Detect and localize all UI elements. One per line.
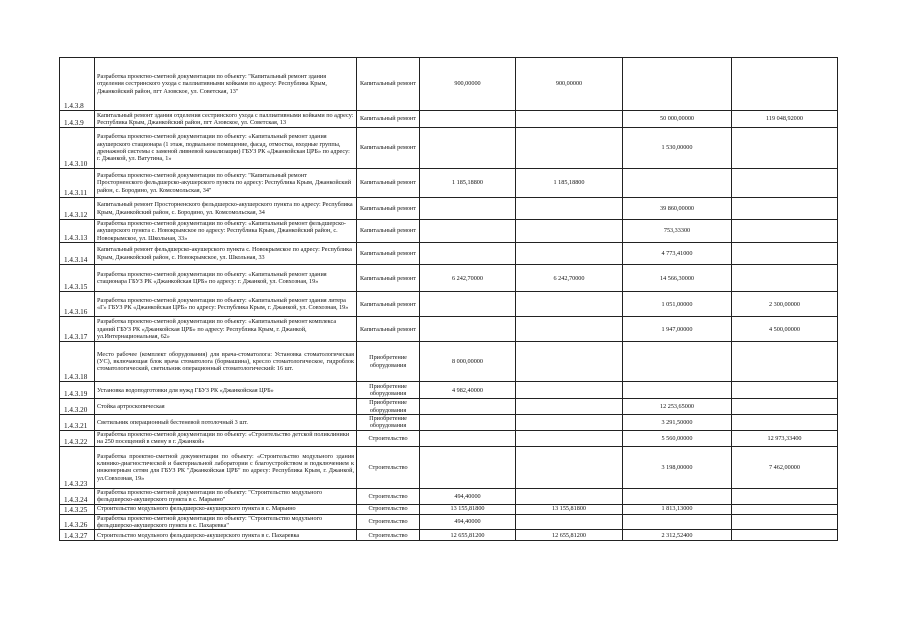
row-value-3: 3 291,50000	[623, 415, 732, 431]
row-value-4: 4 500,00000	[732, 317, 838, 342]
table-row	[60, 243, 838, 265]
row-value-4	[732, 198, 838, 220]
row-description: Разработка проектно-сметной документации по объекту: «Капитальный ремонт комплекса зданий ГБУЗ РК «Джанкойская ЦРБ» по адресу: Республика Крым, г. Джанкой, ул.Интернациональная, 62»	[95, 317, 357, 342]
row-value-4	[732, 128, 838, 169]
row-value-1: 8 000,00000	[420, 342, 516, 382]
row-description: Установка водоподготовки для нужд ГБУЗ РК «Джанкойская ЦРБ»	[95, 382, 357, 399]
row-value-2: 1 185,18800	[516, 169, 623, 198]
row-value-2	[516, 292, 623, 317]
row-number: 1.4.3.21	[60, 415, 95, 431]
row-number: 1.4.3.18	[60, 342, 95, 382]
row-value-1	[420, 128, 516, 169]
row-value-1	[420, 292, 516, 317]
row-value-1	[420, 446, 516, 488]
row-work-type: Приобретение оборудования	[357, 342, 420, 382]
row-number: 1.4.3.9	[60, 111, 95, 128]
row-value-4	[732, 399, 838, 415]
row-value-1: 1 185,18800	[420, 169, 516, 198]
row-value-4	[732, 342, 838, 382]
row-description: Разработка проектно-сметной документации по объекту: «Строительство детской поликлиники на 250 посещений в смену в г. Джанкой»	[95, 430, 357, 446]
table-row	[60, 58, 838, 111]
row-work-type: Капитальный ремонт	[357, 198, 420, 220]
row-value-4	[732, 514, 838, 530]
row-number: 1.4.3.11	[60, 169, 95, 198]
table-row	[60, 504, 838, 514]
row-work-type: Капитальный ремонт	[357, 243, 420, 265]
table-row	[60, 317, 838, 342]
row-description: Разработка проектно-сметной документации по объекту: "Строительство модульного фельдшерско-акушерского пункта в с. Марьино"	[95, 488, 357, 504]
row-value-2	[516, 514, 623, 530]
row-description: Светильник операционный бестеневой потолочный 3 шт.	[95, 415, 357, 431]
row-value-4	[732, 220, 838, 243]
row-value-3	[623, 514, 732, 530]
row-value-1: 494,40000	[420, 488, 516, 504]
table-row	[60, 111, 838, 128]
row-value-4: 119 048,92000	[732, 111, 838, 128]
row-number: 1.4.3.16	[60, 292, 95, 317]
row-number: 1.4.3.12	[60, 198, 95, 220]
row-work-type: Строительство	[357, 530, 420, 541]
row-work-type: Строительство	[357, 514, 420, 530]
row-number: 1.4.3.24	[60, 488, 95, 504]
row-value-3: 4 773,41000	[623, 243, 732, 265]
row-value-2	[516, 198, 623, 220]
row-value-4	[732, 265, 838, 292]
row-value-3	[623, 382, 732, 399]
row-value-3	[623, 488, 732, 504]
row-value-3: 14 566,30000	[623, 265, 732, 292]
table-row	[60, 198, 838, 220]
row-number: 1.4.3.22	[60, 430, 95, 446]
row-value-1	[420, 399, 516, 415]
row-value-1	[420, 430, 516, 446]
row-description: Разработка проектно-сметной документации по объекту: «Капитальный ремонт здания акушерского стационара (1 этаж, подвальное помещение, фасад, отмостка, входные группы, дренажной системы с заменой ливневой канализации) ГБУЗ РК «Джанкойская ЦРБ» по адресу: г. Джанкой, ул. Ватутина, 1»	[95, 128, 357, 169]
row-number: 1.4.3.27	[60, 530, 95, 541]
row-value-4: 2 300,00000	[732, 292, 838, 317]
row-number: 1.4.3.17	[60, 317, 95, 342]
row-value-4	[732, 488, 838, 504]
row-value-2	[516, 243, 623, 265]
row-value-3: 3 198,00000	[623, 446, 732, 488]
row-description: Разработка проектно-сметной документации по объекту: "Капитальный ремонт Просторненского фельдшерско-акушерского пункта по адресу: Республика Крым, Джанкойский район, с. Бородино, ул. Комсомольская, 34"	[95, 169, 357, 198]
row-value-3: 1 051,00000	[623, 292, 732, 317]
row-description: Стойка артроскопическая	[95, 399, 357, 415]
row-value-3: 39 860,00000	[623, 198, 732, 220]
row-value-4: 12 973,33400	[732, 430, 838, 446]
row-description: Разработка проектно-сметной документации по объекту: "Капитальный ремонт здания отделения сестринского ухода с паллиативными койками по адресу: Республика Крым, Джанкойский район, пгт Азовское, ул. Советская, 13"	[95, 58, 357, 111]
table-row	[60, 169, 838, 198]
row-value-1: 4 982,40000	[420, 382, 516, 399]
row-description: Разработка проектно-сметной документации по объекту: «Строительство модульного здания клинико-диагностической и бактериальной лаборатории с благоустройством и подключением к инженерным сетям для ГБУЗ РК "Джанкойская ЦРБ" по адресу: Республика Крым, г. Джанкой, ул.Совхозная, 19»	[95, 446, 357, 488]
row-value-2	[516, 446, 623, 488]
row-value-1: 12 655,81200	[420, 530, 516, 541]
row-value-3: 753,33300	[623, 220, 732, 243]
row-value-1	[420, 111, 516, 128]
row-work-type: Приобретение оборудования	[357, 415, 420, 431]
row-value-3: 50 000,00000	[623, 111, 732, 128]
row-value-2: 12 655,81200	[516, 530, 623, 541]
table-row	[60, 292, 838, 317]
row-value-2: 6 242,70000	[516, 265, 623, 292]
row-number: 1.4.3.23	[60, 446, 95, 488]
row-description: Разработка проектно-сметной документации по объекту: «Капитальный ремонт здания литера «Г» ГБУЗ РК «Джанкойская ЦРБ» по адресу: Республика Крым, г. Джанкой, ул. Совхозная, 19»	[95, 292, 357, 317]
row-value-1	[420, 415, 516, 431]
row-work-type: Строительство	[357, 430, 420, 446]
row-value-3	[623, 169, 732, 198]
row-value-1	[420, 198, 516, 220]
row-work-type: Строительство	[357, 504, 420, 514]
row-value-2	[516, 111, 623, 128]
row-description: Разработка проектно-сметной документации по объекту: «Капитальный ремонт здания стационара ГБУЗ РК «Джанкойская ЦРБ» по адресу: г. Джанкой, ул. Совхозная, 19»	[95, 265, 357, 292]
budget-table	[59, 57, 838, 541]
row-value-2	[516, 488, 623, 504]
row-work-type: Капитальный ремонт	[357, 111, 420, 128]
row-number: 1.4.3.13	[60, 220, 95, 243]
row-value-4	[732, 58, 838, 111]
row-value-4	[732, 169, 838, 198]
row-number: 1.4.3.8	[60, 58, 95, 111]
row-description: Капитальный ремонт фельдшерско-акушерского пункта с. Новокрымское по адресу: Республика Крым, Джанкойский район, с. Новокрымское, ул. Школьная, 33	[95, 243, 357, 265]
row-work-type: Капитальный ремонт	[357, 169, 420, 198]
table-row	[60, 128, 838, 169]
row-value-1	[420, 317, 516, 342]
row-value-3: 1 530,00000	[623, 128, 732, 169]
row-value-1: 494,40000	[420, 514, 516, 530]
row-work-type: Капитальный ремонт	[357, 58, 420, 111]
table-row	[60, 220, 838, 243]
row-description: Разработка проектно-сметной документации по объекту: "Строительство модульного фельдшерско-акушерского пункта в с. Пахаревка"	[95, 514, 357, 530]
row-value-4	[732, 415, 838, 431]
row-value-1: 6 242,70000	[420, 265, 516, 292]
table-row	[60, 446, 838, 488]
row-work-type: Капитальный ремонт	[357, 265, 420, 292]
row-value-2	[516, 430, 623, 446]
row-number: 1.4.3.19	[60, 382, 95, 399]
row-work-type: Капитальный ремонт	[357, 317, 420, 342]
row-value-3: 1 813,13000	[623, 504, 732, 514]
row-value-1: 13 155,81800	[420, 504, 516, 514]
row-work-type: Капитальный ремонт	[357, 220, 420, 243]
row-description: Строительство модульного фельдшерско-акушерского пункта в с. Марьино	[95, 504, 357, 514]
row-work-type: Строительство	[357, 446, 420, 488]
row-number: 1.4.3.14	[60, 243, 95, 265]
row-value-4	[732, 530, 838, 541]
row-value-3	[623, 342, 732, 382]
row-work-type: Строительство	[357, 488, 420, 504]
table-row	[60, 399, 838, 415]
row-description: Разработка проектно-сметной документации по объекту: «Капитальный ремонт фельдшерско-акушерского пункта с. Новокрымское по адресу: Республика Крым, Джанкойский район, с. Новокрымское, ул. Школьная, 33»	[95, 220, 357, 243]
row-value-2	[516, 128, 623, 169]
row-value-2	[516, 220, 623, 243]
row-value-2	[516, 382, 623, 399]
row-value-2	[516, 415, 623, 431]
table-row	[60, 430, 838, 446]
table-body	[60, 58, 838, 541]
row-work-type: Приобретение оборудования	[357, 382, 420, 399]
row-value-4	[732, 504, 838, 514]
row-value-1	[420, 243, 516, 265]
table-row	[60, 514, 838, 530]
row-value-3: 2 312,52400	[623, 530, 732, 541]
row-number: 1.4.3.26	[60, 514, 95, 530]
row-work-type: Капитальный ремонт	[357, 128, 420, 169]
row-value-2	[516, 317, 623, 342]
row-value-1	[420, 220, 516, 243]
row-description: Строительство модульного фельдшерско-акушерского пункта в с. Пахаревка	[95, 530, 357, 541]
row-work-type: Капитальный ремонт	[357, 292, 420, 317]
row-value-2: 900,00000	[516, 58, 623, 111]
row-number: 1.4.3.10	[60, 128, 95, 169]
row-value-1: 900,00000	[420, 58, 516, 111]
row-value-4: 7 462,00000	[732, 446, 838, 488]
row-work-type: Приобретение оборудования	[357, 399, 420, 415]
row-description: Капитальный ремонт Просторненского фельдшерско-акушерского пункта по адресу: Республика Крым, Джанкойский район, с. Бородино, ул. Комсомольская, 34	[95, 198, 357, 220]
table-row	[60, 342, 838, 382]
row-description: Капитальный ремонт здания отделения сестринского ухода с паллиативными койками по адресу: Республика Крым, Джанкойский район, пгт Азовское, ул. Советская, 13	[95, 111, 357, 128]
table-row	[60, 530, 838, 541]
row-number: 1.4.3.20	[60, 399, 95, 415]
row-value-3: 5 560,00000	[623, 430, 732, 446]
row-value-2	[516, 342, 623, 382]
row-value-3: 1 947,00000	[623, 317, 732, 342]
table-row	[60, 488, 838, 504]
row-value-2: 13 155,81800	[516, 504, 623, 514]
table-row	[60, 265, 838, 292]
row-number: 1.4.3.25	[60, 504, 95, 514]
row-number: 1.4.3.15	[60, 265, 95, 292]
table-row	[60, 382, 838, 399]
row-value-4	[732, 243, 838, 265]
row-value-2	[516, 399, 623, 415]
row-value-3	[623, 58, 732, 111]
row-value-3: 12 253,65000	[623, 399, 732, 415]
row-description: Место рабочее (комплект оборудования) для врача-стоматолога: Установка стоматологическая (УС), включающая блок врача стоматолога (бормашина), кресло стоматологическое, гидроблок стоматологический, светильник операционный стоматологический: 16 шт.	[95, 342, 357, 382]
table-row	[60, 415, 838, 431]
row-value-4	[732, 382, 838, 399]
